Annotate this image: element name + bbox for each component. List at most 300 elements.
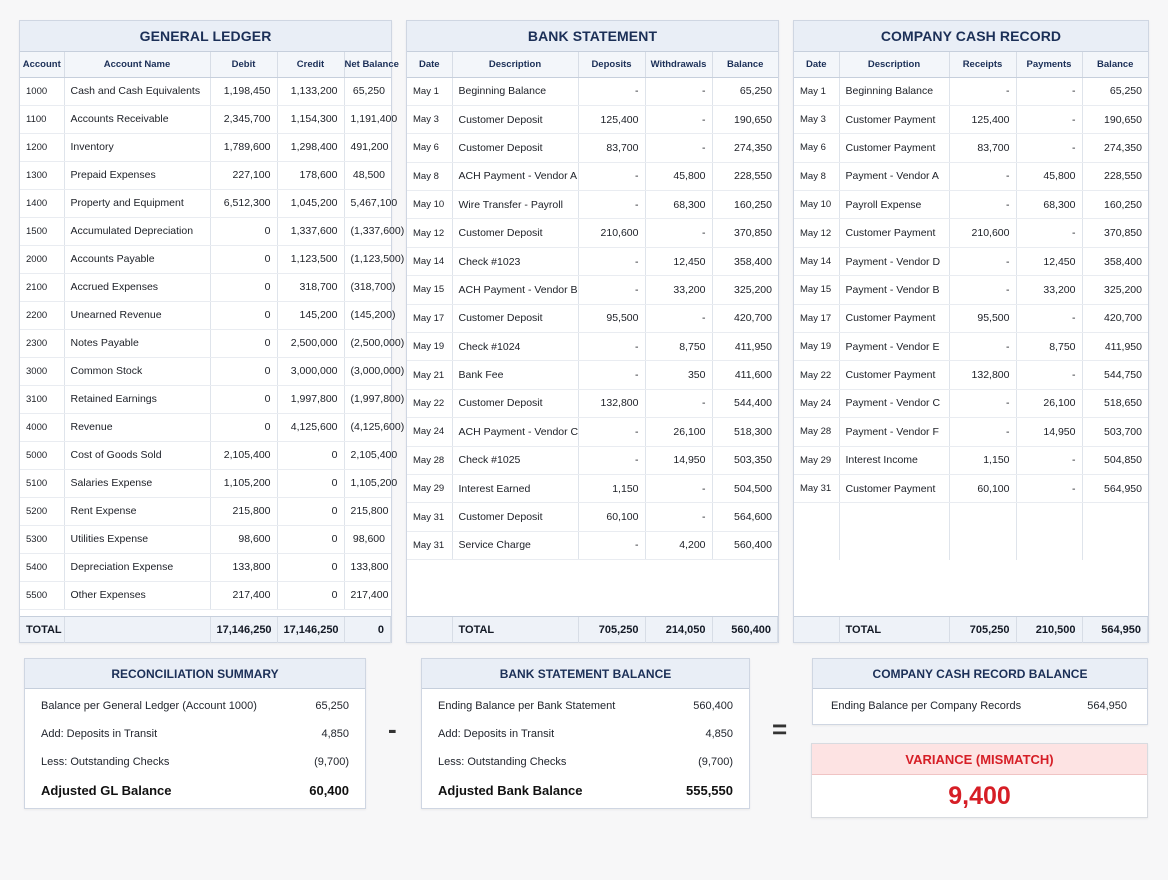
bank-statement-balance-panel (421, 658, 750, 809)
table-cell: May 17 (407, 304, 452, 332)
summary-value: 4,850 (705, 728, 733, 740)
table-row (407, 304, 778, 332)
summary-value: (9,700) (698, 756, 733, 768)
table-header-row (20, 52, 391, 77)
table-cell: 5,467,100 (344, 189, 391, 217)
table-cell: - (578, 162, 645, 190)
table-cell: 5200 (20, 497, 64, 525)
table-row (794, 219, 1148, 247)
total-row (794, 617, 1148, 643)
adjusted-gl-balance-label: Adjusted GL Balance (41, 782, 172, 798)
table-cell: 0 (210, 217, 277, 245)
table-cell: May 8 (407, 162, 452, 190)
table-cell: May 6 (794, 134, 839, 162)
summary-label: Ending Balance per Bank Statement (438, 700, 616, 712)
table-cell: 0 (210, 329, 277, 357)
table-cell: 1,997,800 (277, 385, 344, 413)
table-row (407, 503, 778, 531)
table-cell: 95,500 (578, 304, 645, 332)
summary-label: Less: Outstanding Checks (438, 756, 567, 768)
table-cell: May 19 (407, 333, 452, 361)
table-cell: ACH Payment - Vendor A (452, 162, 578, 190)
table-cell: 210,600 (949, 219, 1016, 247)
table-row (794, 191, 1148, 219)
table-row (20, 105, 391, 133)
table-cell: Other Expenses (64, 581, 210, 609)
table-header-row (407, 52, 778, 77)
table-cell: 125,400 (578, 105, 645, 133)
table-cell: 3100 (20, 385, 64, 413)
table-cell: Utilities Expense (64, 525, 210, 553)
bank-statement-header (407, 52, 778, 77)
table-cell: 1,105,200 (344, 469, 391, 497)
table-cell: 133,800 (210, 553, 277, 581)
table-cell: Rent Expense (64, 497, 210, 525)
total-cell (407, 617, 452, 643)
table-row (407, 247, 778, 275)
table-cell: 1,789,600 (210, 133, 277, 161)
table-cell: 1,150 (949, 446, 1016, 474)
table-cell: 190,650 (1082, 105, 1148, 133)
table-cell: - (1016, 361, 1082, 389)
table-cell: 8,750 (1016, 333, 1082, 361)
table-row (407, 446, 778, 474)
table-cell: 518,300 (712, 418, 778, 446)
table-cell: Accumulated Depreciation (64, 217, 210, 245)
table-cell: Customer Deposit (452, 304, 578, 332)
table-cell: 217,400 (210, 581, 277, 609)
table-cell: Prepaid Expenses (64, 161, 210, 189)
table-cell: 83,700 (578, 134, 645, 162)
table-row (20, 413, 391, 441)
table-cell: 33,200 (645, 276, 712, 304)
table-cell: 1400 (20, 189, 64, 217)
table-cell: 5100 (20, 469, 64, 497)
total-cell: TOTAL (839, 617, 949, 643)
table-row (20, 581, 391, 609)
table-cell: May 31 (407, 531, 452, 559)
table-cell: 1200 (20, 133, 64, 161)
table-cell: 60,100 (578, 503, 645, 531)
table-row (794, 418, 1148, 446)
table-cell: Customer Deposit (452, 503, 578, 531)
table-cell: 1,337,600 (277, 217, 344, 245)
company-cash-record-panel (793, 20, 1149, 643)
table-cell: 4000 (20, 413, 64, 441)
reconciliation-summary-panel (24, 658, 366, 809)
table-cell: Customer Payment (839, 304, 949, 332)
summary-value: (9,700) (314, 756, 349, 768)
table-cell: Beginning Balance (452, 77, 578, 105)
table-cell: 98,600 (210, 525, 277, 553)
table-header-row (794, 52, 1148, 77)
table-cell: 0 (210, 301, 277, 329)
table-cell: - (645, 389, 712, 417)
company-cash-record-balance-title: COMPANY CASH RECORD BALANCE (813, 659, 1147, 689)
table-cell: Property and Equipment (64, 189, 210, 217)
table-cell: 14,950 (1016, 418, 1082, 446)
table-cell: - (578, 333, 645, 361)
table-cell: Depreciation Expense (64, 553, 210, 581)
total-cell: 705,250 (578, 617, 645, 643)
empty-cell (1016, 531, 1082, 559)
total-cell: 17,146,250 (210, 617, 277, 643)
bank-statement-body (407, 77, 778, 560)
table-cell: 33,200 (1016, 276, 1082, 304)
table-row (20, 469, 391, 497)
bank-statement-table (407, 52, 778, 560)
table-cell: - (578, 446, 645, 474)
table-cell: - (1016, 105, 1082, 133)
table-cell: 1,198,450 (210, 77, 277, 105)
empty-cell (949, 531, 1016, 559)
table-cell: 420,700 (712, 304, 778, 332)
total-cell: 564,950 (1082, 617, 1148, 643)
table-cell: 370,850 (712, 219, 778, 247)
table-cell: 2,500,000 (277, 329, 344, 357)
summary-label: Add: Deposits in Transit (41, 728, 158, 740)
column-header: Description (839, 52, 949, 77)
table-cell: - (1016, 134, 1082, 162)
table-cell: 95,500 (949, 304, 1016, 332)
table-cell: Customer Payment (839, 361, 949, 389)
table-cell: 0 (277, 469, 344, 497)
table-cell: 65,250 (344, 77, 391, 105)
table-cell: 217,400 (344, 581, 391, 609)
table-cell: ACH Payment - Vendor C (452, 418, 578, 446)
empty-row (794, 503, 1148, 531)
table-cell: Payment - Vendor C (839, 389, 949, 417)
table-cell: May 19 (794, 333, 839, 361)
table-cell: - (949, 333, 1016, 361)
column-header: Credit (277, 52, 344, 77)
table-cell: 215,800 (344, 497, 391, 525)
table-row (407, 389, 778, 417)
table-row (20, 217, 391, 245)
table-row (794, 162, 1148, 190)
table-cell: May 10 (407, 191, 452, 219)
table-cell: May 17 (794, 304, 839, 332)
table-cell: 2100 (20, 273, 64, 301)
table-cell: - (1016, 446, 1082, 474)
table-cell: 1100 (20, 105, 64, 133)
column-header: Deposits (578, 52, 645, 77)
empty-cell (1082, 503, 1148, 531)
table-cell: Payment - Vendor D (839, 247, 949, 275)
table-cell: - (578, 361, 645, 389)
table-row (794, 276, 1148, 304)
total-cell: 210,500 (1016, 617, 1082, 643)
table-cell: Beginning Balance (839, 77, 949, 105)
table-cell: 1300 (20, 161, 64, 189)
column-header: Date (407, 52, 452, 77)
table-cell: Service Charge (452, 531, 578, 559)
table-cell: 210,600 (578, 219, 645, 247)
empty-cell (794, 531, 839, 559)
table-cell: 1,298,400 (277, 133, 344, 161)
table-cell: 0 (277, 525, 344, 553)
table-cell: May 29 (407, 474, 452, 502)
table-cell: May 12 (407, 219, 452, 247)
empty-row (794, 531, 1148, 559)
table-cell: May 15 (794, 276, 839, 304)
table-cell: Bank Fee (452, 361, 578, 389)
table-cell: 564,600 (712, 503, 778, 531)
table-cell: (1,997,800) (344, 385, 391, 413)
table-cell: 60,100 (949, 474, 1016, 502)
table-cell: 160,250 (1082, 191, 1148, 219)
summary-row (25, 692, 365, 720)
table-cell: 65,250 (712, 77, 778, 105)
table-cell: Inventory (64, 133, 210, 161)
table-row (20, 329, 391, 357)
summary-row (25, 748, 365, 776)
table-cell: 358,400 (1082, 247, 1148, 275)
table-cell: - (645, 77, 712, 105)
table-cell: - (1016, 77, 1082, 105)
table-row (407, 134, 778, 162)
table-cell: 564,950 (1082, 474, 1148, 502)
table-cell: 228,550 (1082, 162, 1148, 190)
summary-row (422, 748, 749, 776)
table-cell: May 14 (794, 247, 839, 275)
company-cash-record-table (794, 52, 1148, 560)
table-row (407, 219, 778, 247)
table-cell: 411,950 (712, 333, 778, 361)
table-cell: - (578, 418, 645, 446)
table-cell: 2200 (20, 301, 64, 329)
table-cell: Interest Income (839, 446, 949, 474)
table-cell: Wire Transfer - Payroll (452, 191, 578, 219)
table-cell: - (578, 247, 645, 275)
table-cell: May 29 (794, 446, 839, 474)
table-row (794, 77, 1148, 105)
adjusted-bank-balance-label: Adjusted Bank Balance (438, 782, 583, 798)
total-cell (64, 617, 210, 643)
general-ledger-total-row (20, 616, 391, 642)
table-row (407, 276, 778, 304)
general-ledger-table (20, 52, 405, 610)
table-cell: Accounts Payable (64, 245, 210, 273)
table-cell: 68,300 (1016, 191, 1082, 219)
table-cell: Revenue (64, 413, 210, 441)
table-cell: - (1016, 219, 1082, 247)
table-cell: Payment - Vendor A (839, 162, 949, 190)
table-cell: May 22 (794, 361, 839, 389)
table-row (20, 245, 391, 273)
table-cell: 1,105,200 (210, 469, 277, 497)
empty-cell (949, 503, 1016, 531)
table-cell: 133,800 (344, 553, 391, 581)
total-row (407, 617, 778, 643)
empty-cell (839, 503, 949, 531)
table-cell: 560,400 (712, 531, 778, 559)
table-row (794, 446, 1148, 474)
total-row (20, 617, 391, 643)
table-cell: - (645, 304, 712, 332)
table-cell: - (1016, 304, 1082, 332)
table-row (20, 357, 391, 385)
table-cell: - (578, 531, 645, 559)
table-cell: May 28 (794, 418, 839, 446)
table-row (20, 161, 391, 189)
total-cell: 560,400 (712, 617, 778, 643)
table-cell: Cash and Cash Equivalents (64, 77, 210, 105)
table-cell: ACH Payment - Vendor B (452, 276, 578, 304)
summary-row (813, 689, 1147, 723)
table-cell: 0 (277, 497, 344, 525)
table-row (407, 77, 778, 105)
table-cell: 5400 (20, 553, 64, 581)
general-ledger-header (20, 52, 399, 77)
column-header: Account Name (64, 52, 210, 77)
company-cash-record-balance-panel (812, 658, 1148, 725)
table-cell: 8,750 (645, 333, 712, 361)
table-row (20, 301, 391, 329)
table-cell: 0 (277, 553, 344, 581)
table-cell: Customer Deposit (452, 389, 578, 417)
summary-value: 560,400 (693, 700, 733, 712)
table-cell: 1,154,300 (277, 105, 344, 133)
table-row (407, 105, 778, 133)
variance-title: VARIANCE (MISMATCH) (812, 744, 1147, 775)
table-row (794, 247, 1148, 275)
summary-value: 564,950 (1087, 700, 1127, 712)
table-row (794, 333, 1148, 361)
table-cell: 98,600 (344, 525, 391, 553)
table-cell: 411,950 (1082, 333, 1148, 361)
table-cell: 2,105,400 (344, 441, 391, 469)
table-cell: 0 (277, 581, 344, 609)
bank-statement-title: BANK STATEMENT (407, 21, 778, 52)
column-header: Payments (1016, 52, 1082, 77)
table-cell: - (949, 162, 1016, 190)
table-cell: Unearned Revenue (64, 301, 210, 329)
total-cell: 214,050 (645, 617, 712, 643)
table-row (20, 189, 391, 217)
table-cell: Customer Payment (839, 474, 949, 502)
table-cell: 420,700 (1082, 304, 1148, 332)
table-cell: Payroll Expense (839, 191, 949, 219)
column-header: Balance (1082, 52, 1148, 77)
table-cell: 318,700 (277, 273, 344, 301)
summary-label: Ending Balance per Company Records (831, 700, 1022, 712)
table-cell: Interest Earned (452, 474, 578, 502)
table-cell: Notes Payable (64, 329, 210, 357)
table-row (407, 162, 778, 190)
table-cell: 0 (210, 273, 277, 301)
table-cell: May 12 (794, 219, 839, 247)
table-cell: 4,200 (645, 531, 712, 559)
table-cell: 190,650 (712, 105, 778, 133)
table-row (407, 333, 778, 361)
table-cell: 228,550 (712, 162, 778, 190)
table-cell: 12,450 (1016, 247, 1082, 275)
table-row (20, 385, 391, 413)
general-ledger-title: GENERAL LEDGER (20, 21, 391, 52)
table-cell: - (645, 105, 712, 133)
company-cash-record-body (794, 77, 1148, 560)
table-cell: 503,700 (1082, 418, 1148, 446)
total-cell: 705,250 (949, 617, 1016, 643)
table-cell: 45,800 (645, 162, 712, 190)
table-cell: May 28 (407, 446, 452, 474)
table-cell: Check #1024 (452, 333, 578, 361)
table-cell: 2000 (20, 245, 64, 273)
table-cell: (3,000,000) (344, 357, 391, 385)
column-header: Description (452, 52, 578, 77)
table-cell: 132,800 (949, 361, 1016, 389)
variance-panel (811, 743, 1148, 818)
table-cell: 6,512,300 (210, 189, 277, 217)
table-cell: 504,850 (1082, 446, 1148, 474)
table-cell: 2,105,400 (210, 441, 277, 469)
table-cell: - (949, 276, 1016, 304)
table-cell: - (578, 191, 645, 219)
minus-operator: - (388, 714, 397, 744)
table-cell: 215,800 (210, 497, 277, 525)
table-cell: Cost of Goods Sold (64, 441, 210, 469)
table-row (794, 134, 1148, 162)
table-cell: (4,125,600) (344, 413, 391, 441)
table-row (20, 525, 391, 553)
table-cell: Customer Payment (839, 105, 949, 133)
table-cell: 160,250 (712, 191, 778, 219)
column-header: Date (794, 52, 839, 77)
column-header: Withdrawals (645, 52, 712, 77)
table-cell: May 3 (407, 105, 452, 133)
column-header: Account (20, 52, 64, 77)
column-header: Balance (712, 52, 778, 77)
table-cell: May 22 (407, 389, 452, 417)
table-cell: 3000 (20, 357, 64, 385)
table-cell: - (1016, 474, 1082, 502)
column-header: Receipts (949, 52, 1016, 77)
table-cell: Salaries Expense (64, 469, 210, 497)
company-cash-record-header (794, 52, 1148, 77)
table-cell: Customer Payment (839, 219, 949, 247)
adjusted-gl-balance-value: 60,400 (309, 782, 349, 798)
summary-label: Balance per General Ledger (Account 1000) (41, 700, 257, 712)
table-cell: 504,500 (712, 474, 778, 502)
table-row (794, 105, 1148, 133)
table-cell: May 6 (407, 134, 452, 162)
table-cell: 503,350 (712, 446, 778, 474)
table-row (407, 361, 778, 389)
table-cell: Payment - Vendor B (839, 276, 949, 304)
table-cell: 1,123,500 (277, 245, 344, 273)
summary-row (25, 720, 365, 748)
table-cell: May 1 (407, 77, 452, 105)
table-cell: 4,125,600 (277, 413, 344, 441)
empty-cell (1082, 531, 1148, 559)
table-cell: (2,500,000) (344, 329, 391, 357)
adjusted-bank-balance-value: 555,550 (686, 782, 733, 798)
table-cell: 1,045,200 (277, 189, 344, 217)
table-cell: May 31 (407, 503, 452, 531)
table-cell: 0 (210, 357, 277, 385)
table-cell: 411,600 (712, 361, 778, 389)
table-cell: 3,000,000 (277, 357, 344, 385)
empty-cell (839, 531, 949, 559)
total-cell: 0 (344, 617, 391, 643)
table-cell: 1,191,400 (344, 105, 391, 133)
table-cell: 274,350 (1082, 134, 1148, 162)
table-cell: 5300 (20, 525, 64, 553)
table-row (407, 474, 778, 502)
table-cell: 14,950 (645, 446, 712, 474)
table-row (20, 273, 391, 301)
